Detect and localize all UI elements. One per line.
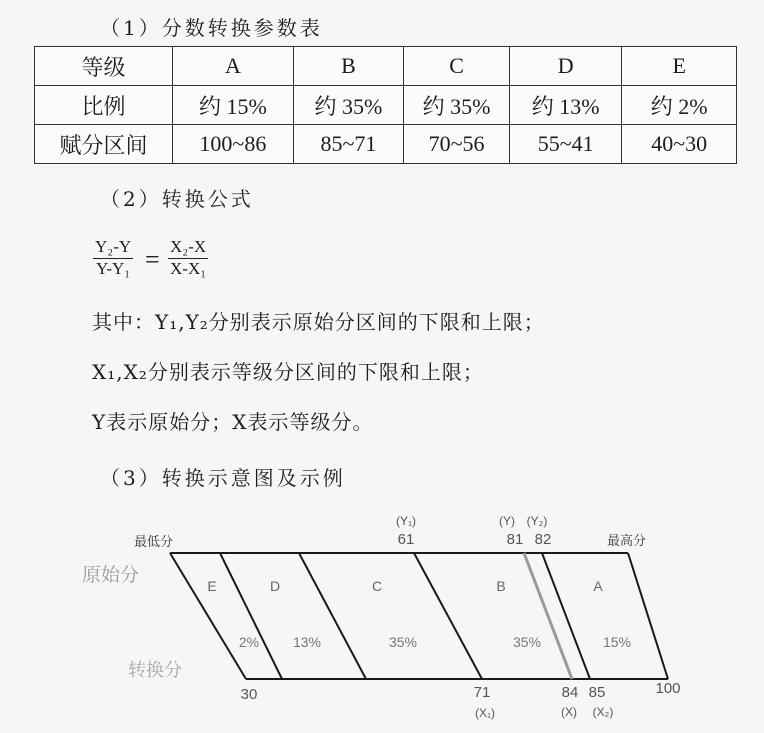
mark-value-y: 81	[506, 531, 524, 548]
mark-tag-x1: (X₁)	[474, 706, 496, 720]
formula-right-denominator: X-X₁	[170, 259, 207, 278]
table-cell: 约 35%	[404, 86, 510, 125]
min-score-label: 最低分	[134, 534, 174, 549]
boundary-d-c	[299, 553, 366, 679]
mark-tag-y1: (Y₁)	[395, 514, 417, 528]
grade-label-b: B	[496, 578, 506, 594]
table-cell: 约 13%	[509, 86, 622, 125]
boundary-e-d	[220, 553, 282, 679]
table-cell: 等级	[35, 47, 173, 86]
boundary-c-b	[414, 553, 482, 679]
table-cell: 85~71	[293, 125, 404, 164]
formula-left-denominator: Y-Y₁	[95, 259, 131, 278]
section1-heading: （1）分数转换参数表	[100, 16, 323, 40]
mark-tag-y2: (Y₂)	[526, 514, 548, 528]
table-cell: E	[622, 47, 737, 86]
table-cell: A	[173, 47, 294, 86]
mark-value-30: 30	[240, 686, 258, 703]
table-cell: 70~56	[404, 125, 510, 164]
mark-tag-x: (X)	[561, 705, 577, 719]
table-cell: 55~41	[509, 125, 622, 164]
grade-label-e: E	[207, 578, 217, 594]
mark-value-100: 100	[655, 680, 681, 697]
mark-value-x2: 85	[588, 684, 606, 701]
max-score-label: 最高分	[607, 533, 647, 548]
grade-percent-c: 35%	[388, 634, 418, 650]
formula-equals: =	[145, 245, 160, 274]
formula-note-line-3: Y表示原始分；X表示等级分。	[92, 410, 374, 434]
boundary-max	[628, 553, 668, 679]
example-mapping-line	[524, 553, 572, 679]
mark-value-x: 84	[561, 684, 579, 701]
grade-percent-e: 2%	[238, 634, 260, 650]
section2-heading: （2）转换公式	[100, 187, 254, 211]
mark-value-y2: 82	[534, 531, 552, 548]
grade-percent-d: 13%	[292, 634, 322, 650]
grade-label-d: D	[269, 578, 281, 594]
table-cell: 比例	[35, 86, 173, 125]
table-cell: D	[509, 47, 622, 86]
table-cell: 100~86	[173, 125, 294, 164]
formula-right-numerator: X₂-X	[168, 237, 208, 259]
table-cell: B	[293, 47, 404, 86]
table-cell: C	[404, 47, 510, 86]
table-cell: 约 2%	[622, 86, 737, 125]
table-cell: 约 35%	[293, 86, 404, 125]
diagram-frame	[170, 553, 668, 679]
table-cell: 赋分区间	[35, 125, 173, 164]
grade-percent-b: 35%	[512, 634, 542, 650]
mark-value-y1: 61	[397, 531, 415, 548]
grade-label-a: A	[593, 578, 603, 594]
row-label-raw: 原始分	[82, 565, 140, 586]
grade-label-c: C	[371, 578, 383, 594]
row-label-converted: 转换分	[128, 660, 182, 680]
grade-percent-a: 15%	[602, 634, 632, 650]
table-cell: 约 15%	[173, 86, 294, 125]
formula-note-line-2: X₁,X₂分别表示等级分区间的下限和上限；	[92, 360, 484, 384]
table-cell: 40~30	[622, 125, 737, 164]
formula-note-line-1: 其中：Y₁,Y₂分别表示原始分区间的下限和上限；	[92, 310, 545, 334]
formula-left-numerator: Y₂-Y	[93, 237, 133, 259]
mark-tag-y: (Y)	[499, 514, 515, 528]
mark-tag-x2: (X₂)	[592, 705, 614, 719]
section3-heading: （3）转换示意图及示例	[100, 466, 346, 490]
mark-value-x1: 71	[473, 684, 491, 701]
